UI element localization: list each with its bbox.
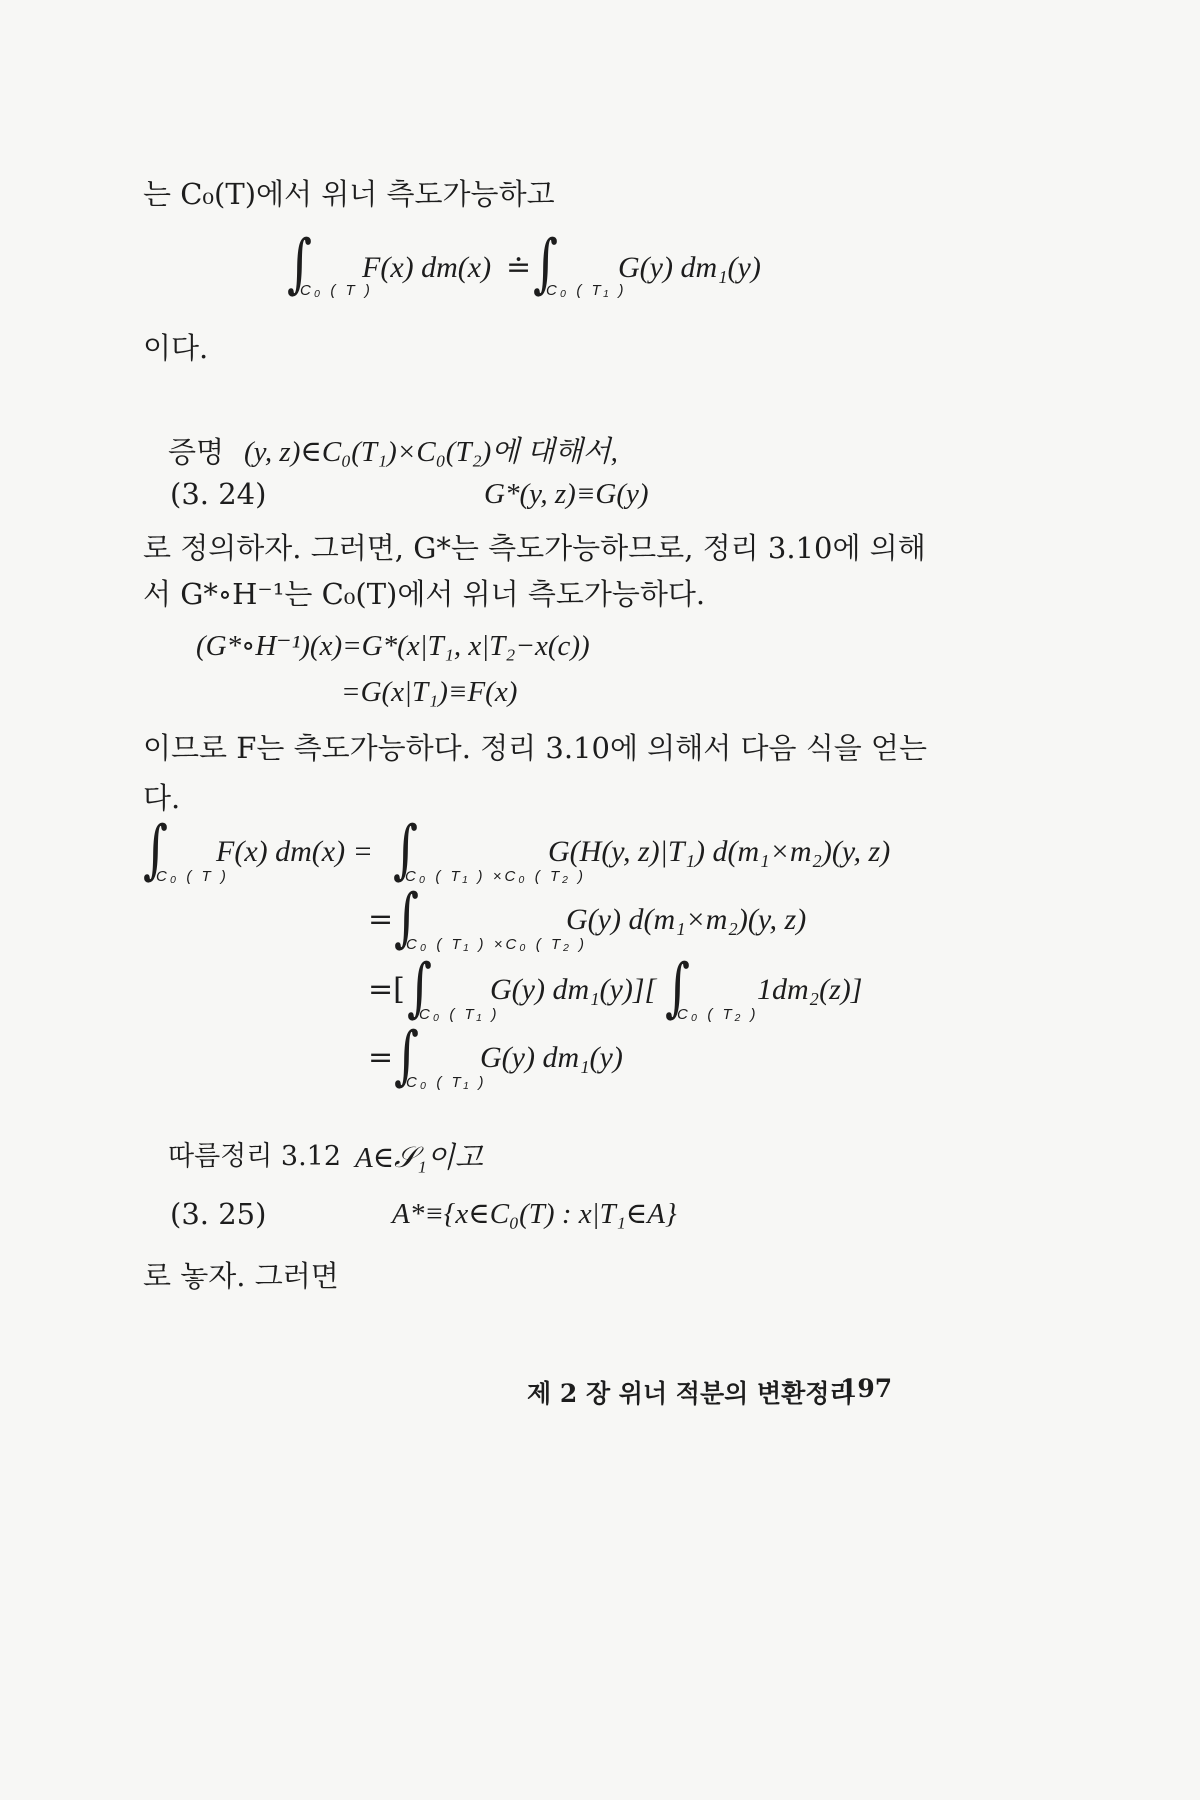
integral-domain: C₀ ( T₂ ) xyxy=(677,1006,759,1023)
proof-text: (y, z)∈C₀(T₁)×C₀(T₂)에 대해서, xyxy=(244,436,618,468)
integral-domain: C₀ ( T ) xyxy=(156,868,229,885)
text-line-2: 이다. xyxy=(143,331,209,365)
text-line-6: 다. xyxy=(143,781,181,815)
equation-325: A*≡{x∈C₀(T) : x|T₁∈A} xyxy=(392,1198,677,1230)
equation-rhs-1: G(H(y, z)|T₁) d(m₁×m₂)(y, z) xyxy=(548,835,891,868)
integral-domain: C₀ ( T₁ ) xyxy=(406,1074,487,1091)
proof-label: 증명 xyxy=(168,435,225,469)
text-line-1: 는 C₀(T)에서 위너 측도가능하고 xyxy=(143,177,555,211)
integral-sign: ∫ xyxy=(393,813,419,887)
equation-rhs-3b: 1dm₂(z)] xyxy=(757,973,863,1006)
corollary-label: 따름정리 3.12 xyxy=(168,1141,342,1172)
text-line-7: 로 놓자. 그러면 xyxy=(143,1259,339,1293)
integral-sign: ∫ xyxy=(665,951,691,1025)
integral-domain: C₀ ( T₁ ) xyxy=(546,282,627,299)
equals-sign: = xyxy=(368,902,394,937)
text-line-5: 이므로 F는 측도가능하다. 정리 3.10에 의해서 다음 식을 얻는 xyxy=(143,731,927,765)
equation-lhs: F(x) dm(x) = xyxy=(216,835,373,868)
page-number: 197 xyxy=(840,1374,893,1403)
integral-domain: C₀ ( T₁ ) ×C₀ ( T₂ ) xyxy=(406,936,587,953)
integral-domain: C₀ ( T ) xyxy=(300,282,373,299)
equals-sign: = xyxy=(368,1040,394,1075)
composition-line-1: (G*∘H⁻¹)(x)=G*(x|T₁, x|T₂−x(c)) xyxy=(196,630,590,662)
text-line-4: 서 G*∘H⁻¹는 C₀(T)에서 위너 측도가능하다. xyxy=(143,577,706,611)
integral-sign: ∫ xyxy=(394,1019,420,1093)
equation-324: G*(y, z)≡G(y) xyxy=(484,478,649,510)
integral-sign: ∫ xyxy=(533,227,559,301)
equation-rhs: G(y) dm₁(y) xyxy=(618,251,761,284)
equation-rhs-3a: G(y) dm₁(y)][ xyxy=(490,973,657,1006)
equation-number: (3. 25) xyxy=(170,1197,267,1231)
equation-number: (3. 24) xyxy=(170,477,267,511)
integral-sign: ∫ xyxy=(394,881,420,955)
integral-sign: ∫ xyxy=(287,227,313,301)
integral-sign: ∫ xyxy=(143,813,169,887)
corollary-text: A∈𝒮₁이고 xyxy=(355,1142,483,1174)
equation-rhs-4: G(y) dm₁(y) xyxy=(480,1041,623,1074)
running-footer: 제 2 장 위너 적분의 변환정리 xyxy=(527,1379,854,1408)
text-line-3: 로 정의하자. 그러면, G*는 측도가능하므로, 정리 3.10에 의해 xyxy=(143,531,926,565)
equals-bracket: =[ xyxy=(368,972,405,1007)
integral-sign: ∫ xyxy=(407,951,433,1025)
equation-rhs-2: G(y) d(m₁×m₂)(y, z) xyxy=(566,903,807,936)
equation-lhs: F(x) dm(x) xyxy=(362,251,492,284)
equation-relation: ≐ xyxy=(506,250,532,285)
integral-domain: C₀ ( T₁ ) xyxy=(419,1006,500,1023)
composition-line-2: =G(x|T₁)≡F(x) xyxy=(341,676,518,708)
integral-domain: C₀ ( T₁ ) ×C₀ ( T₂ ) xyxy=(405,868,586,885)
